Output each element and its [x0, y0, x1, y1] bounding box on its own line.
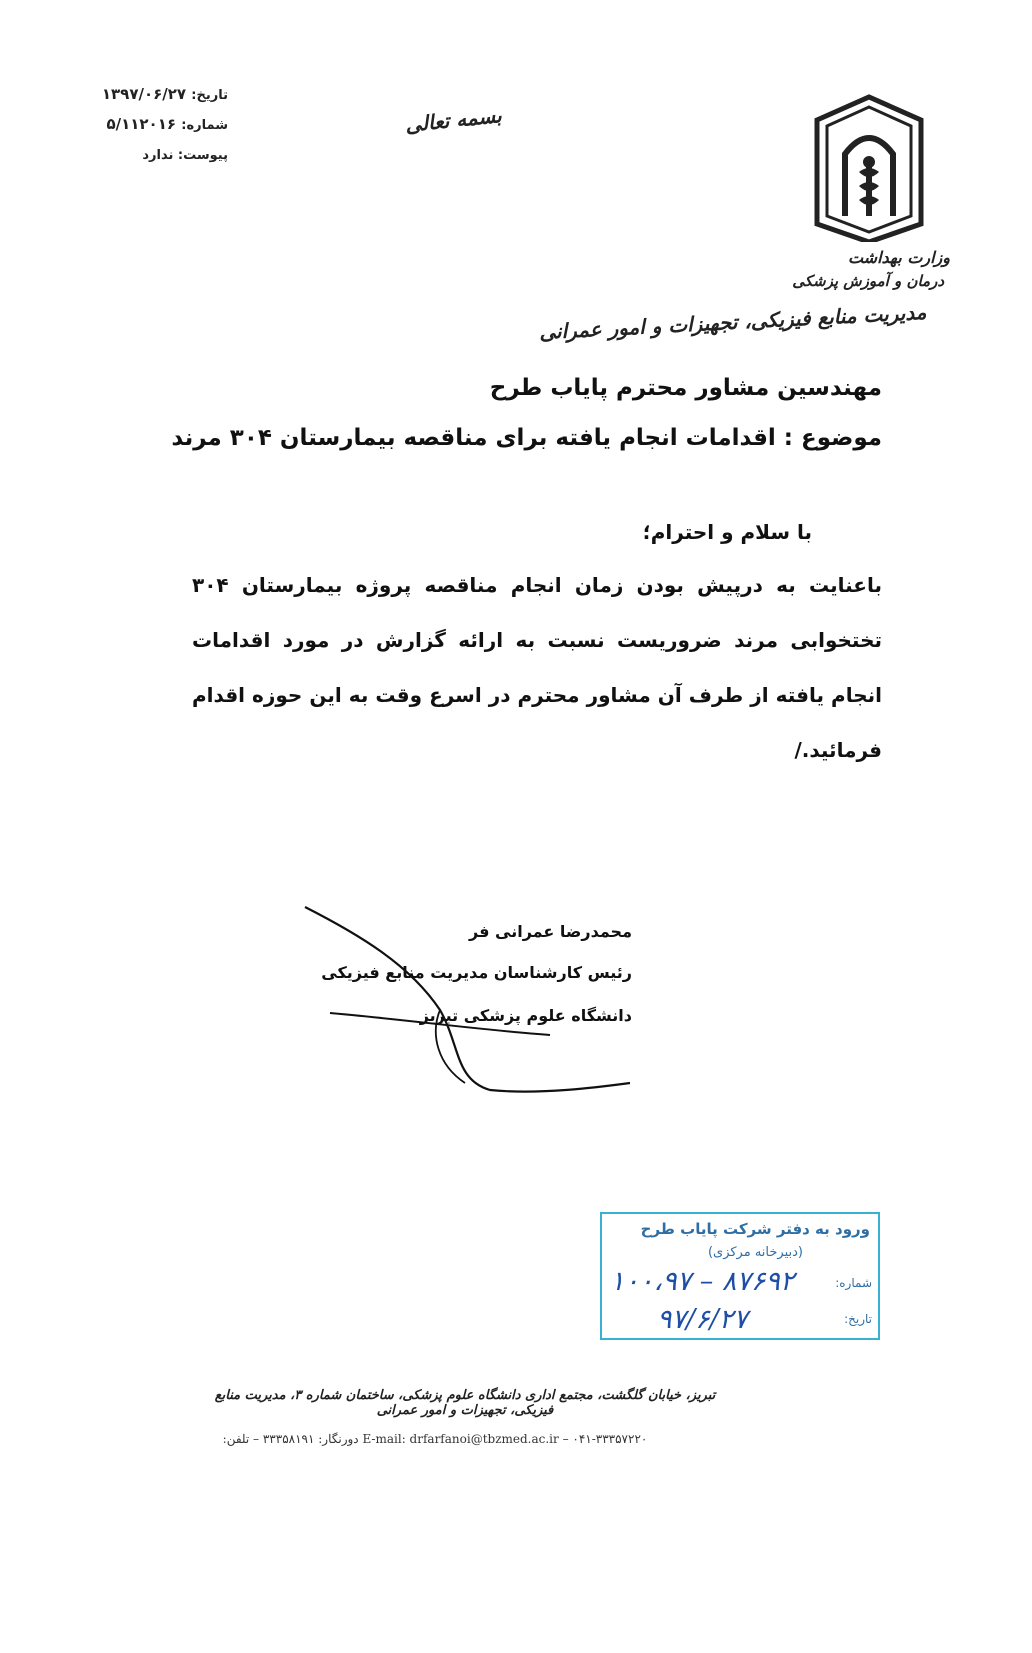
recipient: مهندسین مشاور محترم پایاب طرح [489, 375, 882, 401]
signature-scribble-icon [290, 895, 650, 1105]
date-label: تاریخ: [191, 88, 228, 103]
letter-body: باعنایت به درپیش بودن زمان انجام مناقصه پروژه بیمارستان ۳۰۴ تختخوابی مرند ضروریست نسبت به ارائه گزارش در مورد اقدامات انجام یافته از طرف آن مشاور محترم در اسرع وقت به این حوزه اقدام فرمائید./ [192, 573, 882, 762]
number-value: ۵/۱۱۲۰۱۶ [106, 115, 177, 133]
stamp-title: ورود به دفتر شرکت پایاب طرح [640, 1220, 870, 1238]
subject-line: موضوع : اقدامات انجام یافته برای مناقصه بیمارستان ۳۰۴ مرند [171, 425, 882, 451]
stamp-subtitle: (دبیرخانه مرکزی) [707, 1245, 803, 1260]
footer-address: تبریز، خیابان گلگشت، مجتمع اداری دانشگاه علوم پزشکی، ساختمان شماره ۳، مدیریت منابع فیزیکی، تجهیزات و امور عمرانی [214, 1388, 716, 1418]
number-label: شماره: [181, 118, 228, 133]
signer-title: رئیس کارشناسان مدیریت منابع فیزیکی [321, 963, 632, 982]
stamp-date-label: تاریخ: [844, 1312, 872, 1326]
ministry-logo-icon [805, 92, 935, 242]
attachment-label: پیوست: ندارد [142, 148, 228, 163]
stamp-number-label: شماره: [835, 1276, 872, 1290]
footer-contact: E-mail: drfarfanoi@tbzmed.ac.ir – ۰۴۱-۳۳۳۵۷۲۲۰ دورنگار: ۳۳۳۵۸۱۹۱ – تلفن: [222, 1432, 648, 1446]
basmala: بسمه تعالی [404, 103, 503, 137]
department-name: مدیریت منابع فیزیکی، تجهیزات و امور عمرانی [539, 299, 928, 345]
receipt-stamp [600, 1212, 880, 1340]
stamp-date-value: ۹۷/۶/۲۷ [657, 1304, 748, 1335]
ministry-name: وزارت بهداشت [847, 248, 950, 267]
greeting: با سلام و احترام؛ [642, 520, 812, 544]
ministry-subtitle: درمان و آموزش پزشکی [792, 272, 944, 290]
date-value: ۱۳۹۷/۰۶/۲۷ [101, 85, 187, 103]
letter-meta [78, 80, 228, 170]
stamp-number-value: ۱۰۰،۹۷ – ۸۷۶۹۲ [610, 1266, 795, 1297]
signer-name: محمدرضا عمرانی فر [469, 922, 632, 941]
signer-university: دانشگاه علوم پزشکی تبریز [419, 1006, 632, 1025]
